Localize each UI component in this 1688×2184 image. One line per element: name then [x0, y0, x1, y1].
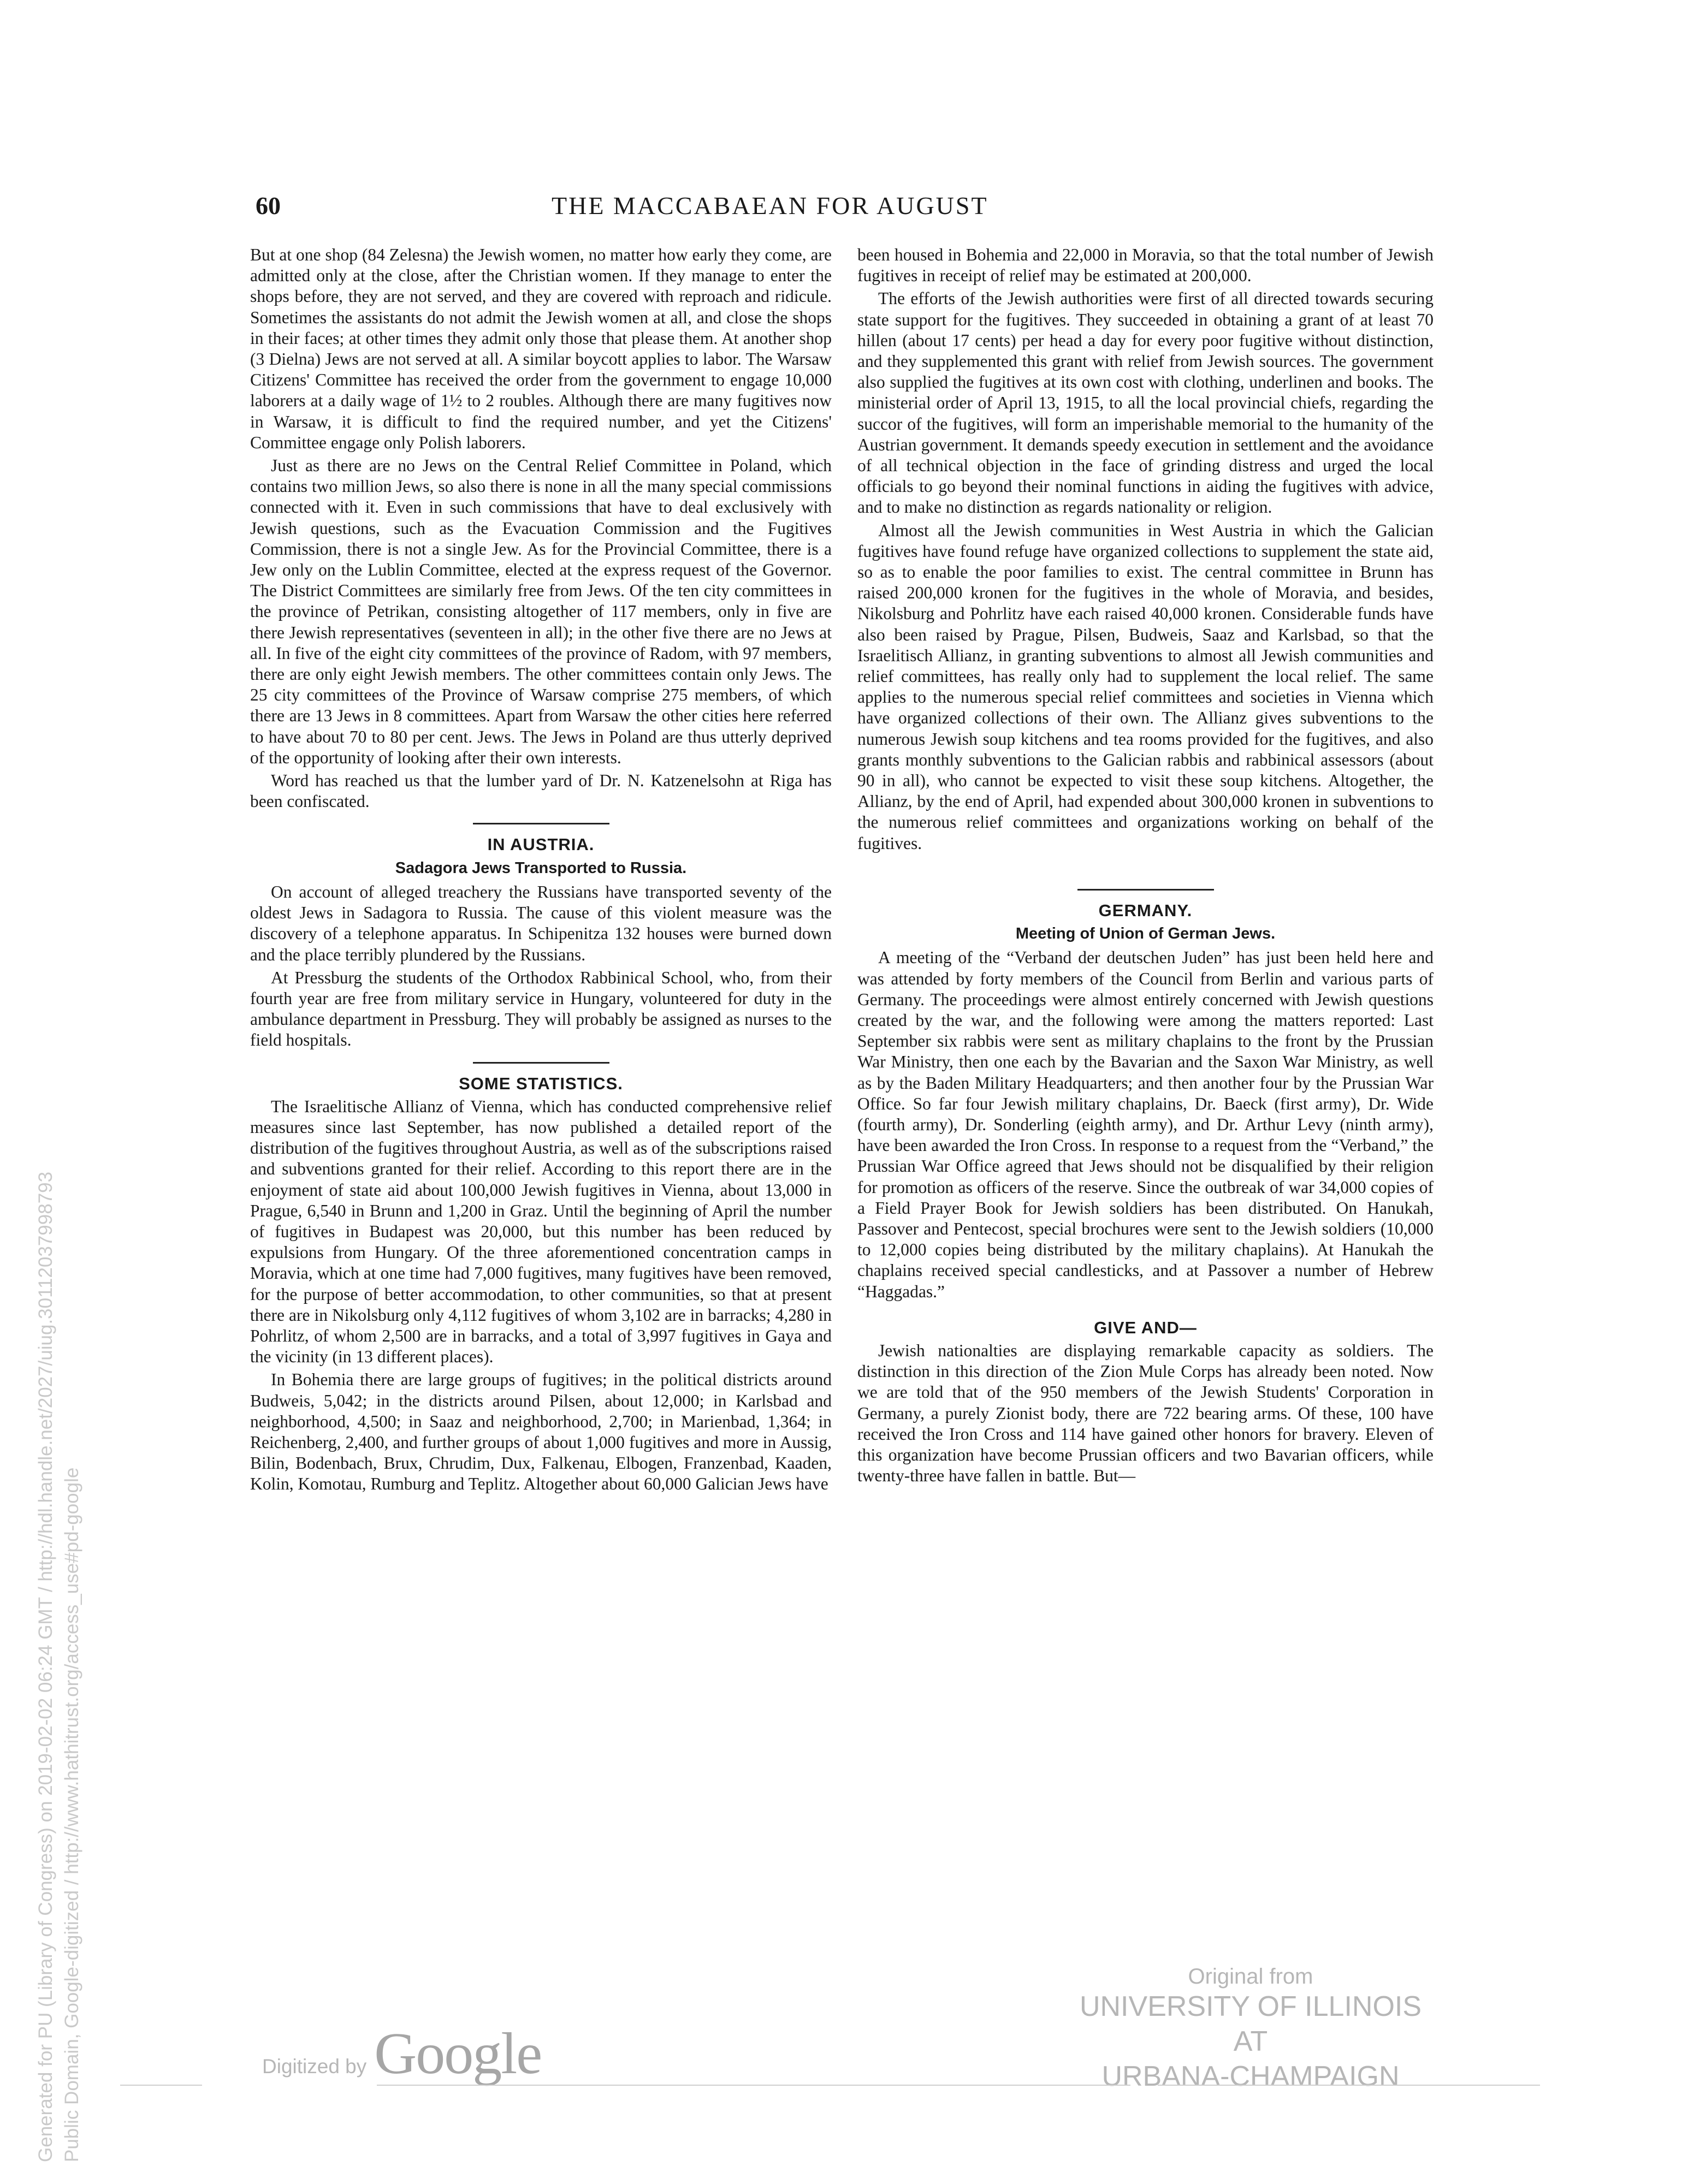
paragraph: been housed in Bohemia and 22,000 in Moravia, so that the total number of Jewish fugitives in receipt of relief may be estimated at 200,000.	[857, 245, 1434, 286]
section-heading-give-and: GIVE AND—	[1094, 1317, 1197, 1337]
left-column	[250, 245, 832, 1497]
spacer	[857, 856, 1434, 878]
section-heading-austria: IN AUSTRIA.	[487, 835, 595, 854]
section-divider	[473, 1062, 609, 1064]
section-divider	[1077, 889, 1214, 891]
scan-artifact-line	[1158, 2085, 1540, 2086]
digitized-by-label: Digitized by	[262, 2055, 367, 2078]
original-from-label: Original from	[1188, 1965, 1313, 1989]
paragraph: Almost all the Jewish communities in West Austria in which the Galician fugitives have found refuge have organized collections to supplement the state aid, so as to enable the poor families to exist. The central committee in Brunn has raised 200,000 kronen for the fugitives in the whole of Moravia, and besides, Nikolsburg and Pohrlitz have each raised 40,000 kronen. Considerable funds have also been raised by Prague, Pilsen, Budweis, Saaz and Karlsbad, so that the Israelitisch Allianz, in granting subventions to almost all Jewish communities and relief committees, has really only had to supplement the local relief. The same applies to the numerous special relief committees and societies in Vienna which have organized collections of their own. The Allianz gives subventions to the numerous Jewish soup kitchens and tea rooms provided for the fugitives, and also grants monthly subventions to the Galician rabbis and rabbinical assessors (about 90 in all), who cannot be expected to visit these soup kitchens. Altogether, the Allianz, by the end of April, had expended about 300,000 kronen in subventions to the numerous relief committees and organizations working on behalf of the fugitives.	[857, 520, 1434, 853]
subheading-union-meeting: Meeting of Union of German Jews.	[1015, 925, 1276, 943]
watermark-line: Public Domain, Google-digitized / http://www.hathitrust.org/access_use#pd-google	[61, 1467, 82, 2162]
digitized-by-watermark	[262, 2020, 541, 2088]
subheading-sadagora: Sadagora Jews Transported to Russia.	[395, 859, 687, 877]
paragraph: On account of alleged treachery the Russians have transported seventy of the oldest Jews in Sadagora to Russia. The cause of this violent measure was the discovery of a telephone apparatus. In Schipenitza 132 houses were burned down and the place terribly plundered by the Russians.	[250, 882, 832, 964]
paragraph: But at one shop (84 Zelesna) the Jewish women, no matter how early they come, are admitted only at the close, after the Christian women. If they manage to enter the shops before, they are not served, and they are covered with reproach and ridicule. Sometimes the assistants do not admit the Jewish women at all, and close the shops in their faces; at other times they admit only those that please them. At another shop (3 Dielna) Jews are not served at all. A similar boycott applies to labor. The Warsaw Citizens' Committee has received the order from the government to engage 10,000 laborers at a daily wage of 1½ to 2 roubles. Although there are many fugitives now in Warsaw, it is difficult to find the required number, and yet the Citizens' Committee engage only Polish laborers.	[250, 245, 832, 452]
paragraph: A meeting of the “Verband der deutschen Juden” has just been held here and was attended by forty members of the Council from Berlin and various parts of Germany. The proceedings were almost entirely concerned with Jewish questions created by the war, and the following were among the matters reported: Last September six rabbis were sent as military chaplains to the front by the Prussian War Ministry, then one each by the Bavarian and the Saxon War Ministry, as well as by the Baden Military Headquarters; and then another four by the Prussian War Office. So far four Jewish military chaplains, Dr. Baeck (first army), Dr. Wide (fourth army), Dr. Sonderling (eighth army), and Dr. Arthur Levy (ninth army), have been awarded the Iron Cross. In response to a request from the “Verband,” the Prussian War Office agreed that Jews should not be disqualified by their religion for promotion as officers of the reserve. Since the outbreak of war 34,000 copies of a Field Prayer Book for Jewish soldiers has been distributed. On Hanukah, Passover and Pentecost, special brochures were sent to the Jewish soldiers (10,000 to 12,000 copies being distributed by the military chaplains). At Hanukah the chaplains received special candlesticks, and at Passover a number of Hebrew “Haggadas.”	[857, 948, 1434, 1301]
university-location: URBANA-CHAMPAIGN	[1101, 2061, 1400, 2092]
section-divider	[473, 823, 609, 824]
paragraph: The Israelitische Allianz of Vienna, which has conducted comprehensive relief measures since last September, has now published a detailed report of the distribution of the fugitives throughout Austria, as well as of the subscriptions raised and subventions granted for their relief. According to this report there are in the enjoyment of state aid about 100,000 Jewish fugitives in Vienna, about 13,000 in Prague, 6,540 in Brunn and 1,200 in Graz. Until the beginning of April the number of fugitives in Budapest was 20,000, but this number has been reduced by expulsions from Hungary. Of the three aforementioned concentration camps in Moravia, which at one time had 7,000 fugitives, many fugitives have been removed, for the purpose of better accommodation, to other communities, so that at present there are in Nikolsburg only 4,112 fugitives of whom 3,102 are in barracks; 4,280 in Pohrlitz, of whom 2,500 are in barracks, and a total of 3,997 fugitives in Gaya and the vicinity (in 13 different places).	[250, 1096, 832, 1367]
section-heading-statistics: SOME STATISTICS.	[459, 1073, 623, 1093]
university-name: UNIVERSITY OF ILLINOIS AT	[1079, 1991, 1422, 2057]
right-column	[857, 245, 1434, 1488]
scan-artifact-line	[120, 2085, 202, 2086]
scan-artifact-line	[377, 2085, 1130, 2086]
running-head: THE MACCABAEAN FOR AUGUST	[552, 192, 988, 219]
paragraph: Just as there are no Jews on the Central Relief Committee in Poland, which contains two million Jews, so also there is none in all the many special commissions connected with it. Even in such commissions that have to deal exclusively with Jewish questions, such as the Evacuation Commission and the Fugitives Commission, there is not a single Jew. As for the Provincial Committee, there is a Jew only on the Lublin Committee, elected at the express request of the Governor. The District Committees are similarly free from Jews. Of the ten city committees in the province of Petrikan, consisting altogether of 117 members, only in five are there Jewish representatives (seventeen in all); in the other five there are no Jews at all. In five of the eight city committees of the province of Radom, with 97 members, there are only eight Jewish members. The other committees contain only Jews. The 25 city committees of the Province of Warsaw comprise 275 members, of which there are 13 Jews in 8 committees. Apart from Warsaw the other cities here referred to have about 70 to 80 per cent. Jews. The Jews in Poland are thus utterly deprived of the opportunity of looking after their own interests.	[250, 456, 832, 767]
paragraph: In Bohemia there are large groups of fugitives; in the political districts around Budweis, 5,042; in the districts around Pilsen, about 12,000; in Karlsbad and neighborhood, 4,500; in Saaz and neighborhood, 2,700; in Marienbad, 1,364; in Reichenberg, 2,400, and further groups of about 1,000 fugitives and more in Aussig, Bilin, Bodenbach, Brux, Chrudim, Dux, Falkenau, Elbogen, Franzenbad, Kaaden, Kolin, Komotau, Rumburg and Teplitz. Altogether about 60,000 Galician Jews have	[250, 1370, 832, 1494]
google-logo: Google	[374, 2021, 542, 2086]
paragraph: At Pressburg the students of the Orthodox Rabbinical School, who, from their fourth year are free from military service in Hungary, volunteered for duty in the ambulance department in Pressburg. They will probably be assigned as nurses to the field hospitals.	[250, 968, 832, 1050]
original-from-watermark	[1059, 1965, 1442, 2094]
access-watermark	[33, 1172, 85, 2162]
paragraph: The efforts of the Jewish authorities were first of all directed towards securing state support for the fugitives. They succeeded in obtaining a grant of at least 70 hillen (about 17 cents) per head a day for every poor fugitive without distinction, and they supplemented this grant with relief from Jewish sources. The government also supplied the fugitives at its own cost with clothing, underlinen and books. The ministerial order of April 13, 1915, to all the local provincial chiefs, regarding the succor of the fugitives, will form an imperishable memorial to the humanity of the Austrian government. It demands speedy execution in settlement and the avoidance of all technical objection in the face of grinding distress and urged the local officials to go beyond their nominal functions in aiding the fugitives with advice, and to make no distinction as regards nationality or religion.	[857, 289, 1434, 517]
page-number: 60	[256, 192, 281, 219]
paragraph: Jewish nationalties are displaying remarkable capacity as soldiers. The distinction in this direction of the Zion Mule Corps has already been noted. Now we are told that of the 950 members of the Jewish Students' Corporation in Germany, a purely Zionist body, there are 722 bearing arms. Of these, 100 have received the Iron Cross and 114 have gained other honors for bravery. Eleven of this organization have become Prussian officers and two Bavarian officers, while twenty-three have fallen in battle. But—	[857, 1340, 1434, 1486]
section-heading-germany: GERMANY.	[1098, 900, 1193, 920]
paragraph: Word has reached us that the lumber yard of Dr. N. Katzenelsohn at Riga has been confiscated.	[250, 771, 832, 811]
watermark-line: Generated for PU (Library of Congress) on 2019-02-02 06:24 GMT / http://hdl.handle.net/2027/uiug.30112037998793	[35, 1171, 56, 2162]
